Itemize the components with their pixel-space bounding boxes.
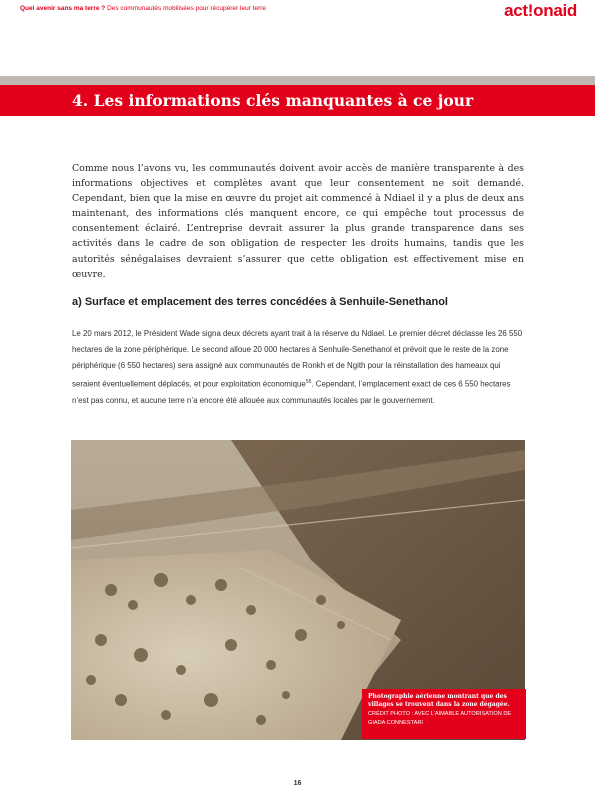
running-header-subtitle: Des communautés mobilisées pour récupérer leur terre xyxy=(105,5,267,12)
subsection-heading: a) Surface et emplacement des terres concédées à Senhuile-Senethanol xyxy=(72,296,448,308)
body-text: Le 20 mars 2012, le Président Wade signa deux décrets ayant trait à la réserve du Ndiael. Le premier décret déclasse les 26 550 hectares de la zone périphérique. Le second alloue 20 000 hectares à Senhuile-Senethanol et prévoit que le reste de la zone périphérique (6 550 hectares) sera assigné aux communautés de Ronkh et de Ngith pour la réinstallation des hameaux qui seraient éventuellement déplacés, et pour exploitation économique xyxy=(72,329,523,389)
running-header xyxy=(20,5,266,12)
body-paragraph xyxy=(72,326,526,409)
photo-credit: CRÉDIT PHOTO : AVEC L’AIMABLE AUTORISATION DE GIADA CONNESTARI xyxy=(368,711,512,726)
header-divider-band xyxy=(0,76,595,85)
running-header-title: Quel avenir sans ma terre ? xyxy=(20,5,106,12)
photo-caption xyxy=(362,689,526,739)
actionaid-logo: act!onaid xyxy=(504,1,577,20)
page-number: 16 xyxy=(293,780,302,787)
photo-caption-title: Photographie aérienne montrant que des villages se trouvent dans la zone dégagée. xyxy=(368,693,510,708)
intro-paragraph: Comme nous l’avons vu, les communautés doivent avoir accès de manière transparente à des informations objectives et complètes avant que leur consentement ne soit demandé. Cependant, bien que la mise en œuvre du projet ait commencé à Ndiael il y a plus de deux ans maintenant, des informations clés manquent encore, ce qui empêche tout processus de consentement éclairé. L’entreprise devrait assurer la plus grande transparence dans ses activités dans le cadre de son obligation de respecter les droits humains, tandis que les autorités sénégalaises devraient s’assurer que cette obligation est effectivement mise en œuvre. xyxy=(72,163,524,280)
footnote-reference: 55 xyxy=(305,379,312,386)
body-text-end: . Cependant, l’emplacement exact de ces 6 550 hectares n’est pas connu, et aucune terre n’a encore été allouée aux communautés locales par le gouvernement. xyxy=(72,379,511,405)
section-heading: 4. Les informations clés manquantes à ce jour xyxy=(72,91,474,110)
